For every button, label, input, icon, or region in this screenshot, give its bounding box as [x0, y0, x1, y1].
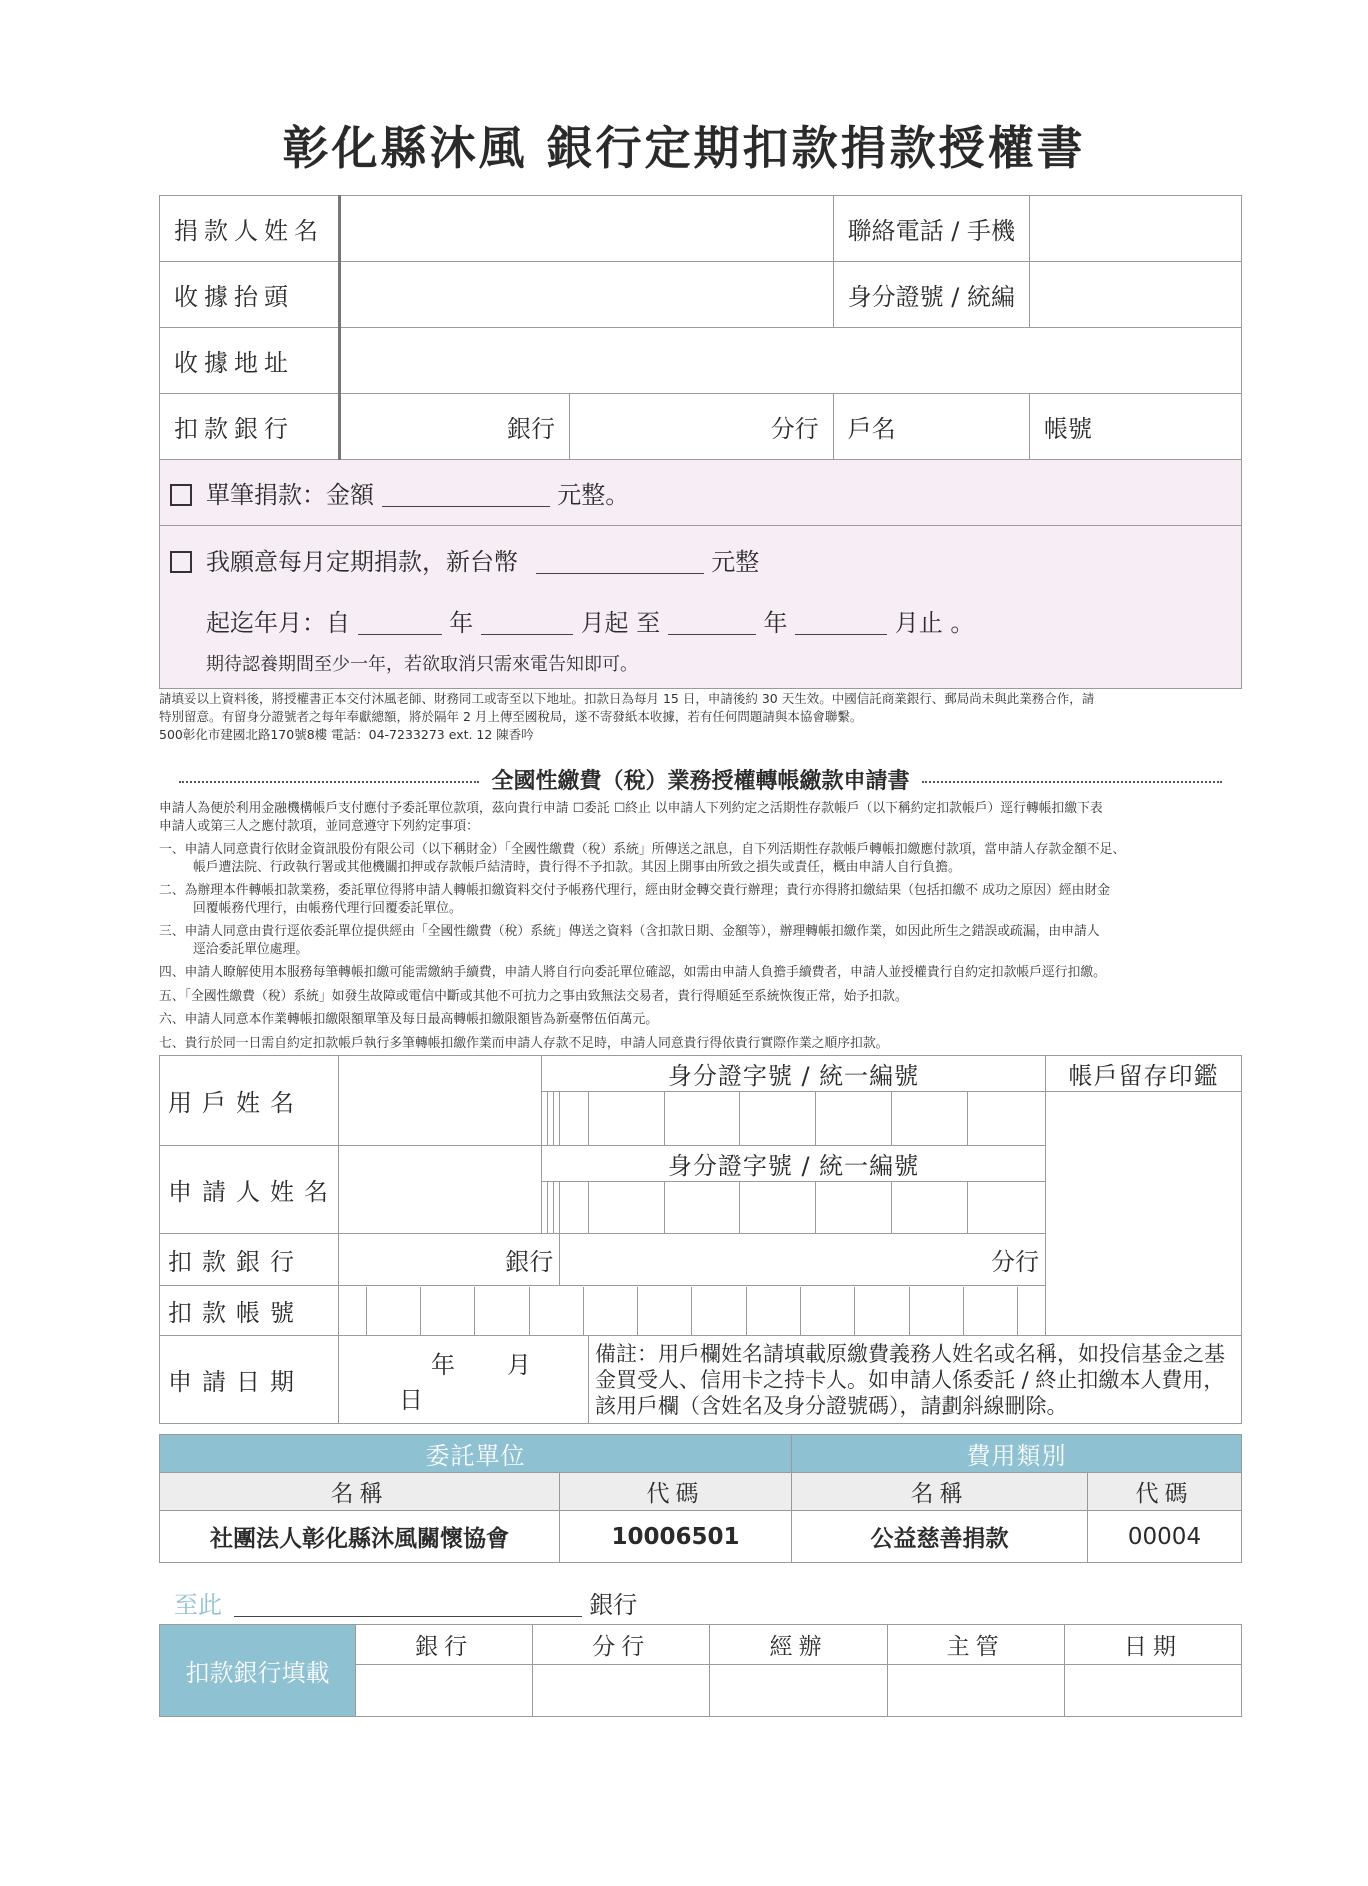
account-digit-cell[interactable] — [420, 1287, 474, 1335]
debit-bank-label-2: 扣款銀行 — [160, 1234, 339, 1286]
single-donation-checkbox[interactable] — [170, 484, 192, 506]
applicant-id-cell[interactable] — [967, 1182, 1045, 1234]
monthly-donation-label: 我願意每月定期捐款，新台幣 — [206, 548, 518, 576]
holder-id-header: 身分證字號 / 統一編號 — [542, 1056, 1046, 1092]
branch-cell[interactable] — [533, 1665, 710, 1717]
applicant-label: 申請人姓名 — [160, 1146, 339, 1234]
section-title-text: 全國性繳費（稅）業務授權轉帳繳款申請書 — [491, 769, 910, 794]
single-amount-field[interactable] — [382, 485, 550, 507]
term-1a: 一、申請人同意貴行依財金資訊股份有限公司（以下稱財金）「全國性繳費（稅）系統」所傳送之訊息，自下列活期性存款帳戶轉帳扣繳應付款項，當申請人存款金額不足、 — [159, 842, 1126, 857]
monthly-donation-block — [160, 526, 1242, 689]
account-digit-cell[interactable] — [529, 1287, 583, 1335]
holder-id-cell[interactable] — [816, 1092, 892, 1146]
col-supervisor: 主管 — [887, 1625, 1064, 1665]
phone-field[interactable] — [1030, 196, 1242, 262]
start-year-field[interactable] — [358, 613, 442, 635]
debit-account-cells — [339, 1286, 1046, 1336]
account-digit-cell[interactable] — [746, 1287, 800, 1335]
single-unit: 元整。 — [557, 481, 630, 509]
application-table — [159, 1055, 1242, 1424]
debit-bank-label: 扣款銀行 — [160, 394, 340, 460]
account-digit-cell[interactable] — [692, 1287, 746, 1335]
col-bank: 銀行 — [356, 1625, 533, 1665]
date-day-label: 日 — [399, 1385, 423, 1414]
account-digit-cell[interactable] — [583, 1287, 637, 1335]
receipt-title-field[interactable] — [340, 262, 834, 328]
date-month-label: 月 — [507, 1350, 531, 1379]
account-digit-cell[interactable] — [339, 1287, 366, 1335]
bank-fill-table — [159, 1624, 1242, 1717]
clerk-cell[interactable] — [710, 1665, 887, 1717]
receipt-address-field[interactable] — [340, 328, 1242, 394]
terms-text — [159, 800, 1249, 1058]
left-divider — [179, 781, 479, 783]
branch-label-2: 分行 — [991, 1248, 1039, 1276]
holder-id-cell[interactable] — [664, 1092, 740, 1146]
col-clerk: 經辦 — [710, 1625, 887, 1665]
bank-fill-label: 扣款銀行填載 — [160, 1625, 356, 1717]
branch-field-2[interactable] — [560, 1234, 1046, 1286]
term-3a: 三、申請人同意由貴行逕依委託單位提供經由「全國性繳費（稅）系統」傳送之資料（含扣款日期、金額等），辦理轉帳扣繳作業，如因此所生之錯誤或疏漏，由申請人 — [159, 924, 1100, 939]
fee-code: 00004 — [1088, 1511, 1242, 1563]
entrust-unit-table — [159, 1434, 1242, 1563]
holder-id-cell[interactable] — [560, 1092, 589, 1146]
account-digit-cell[interactable] — [475, 1287, 529, 1335]
applicant-id-cell[interactable] — [891, 1182, 967, 1234]
donor-name-field[interactable] — [340, 196, 834, 262]
account-no-label: 帳號 — [1044, 415, 1092, 443]
applicant-id-cell[interactable] — [588, 1182, 664, 1234]
term-5: 五、「全國性繳費（稅）系統」如發生故障或電信中斷或其他不可抗力之事由致無法交易者，貴行得順延至系統恢復正常，始予扣款。 — [159, 988, 908, 1004]
apply-date-label: 申請日期 — [160, 1336, 339, 1424]
to-label: 至此 — [174, 1591, 222, 1619]
period-note: 期待認養期間至少一年，若欲取消只需來電告知即可。 — [206, 654, 638, 675]
id-number-field[interactable] — [1030, 262, 1242, 328]
term-1b: 帳戶遭法院、行政執行署或其他機關扣押或存款帳戶結清時，貴行得不予扣款。其因上開事由所致之損失或責任，概由申請人自行負擔。 — [193, 859, 961, 875]
receipt-title-label: 收據抬頭 — [160, 262, 340, 328]
applicant-id-header: 身分證字號 / 統一編號 — [542, 1146, 1046, 1182]
year-label: 年 — [449, 609, 474, 637]
account-no-field[interactable] — [1030, 394, 1242, 460]
account-digit-cell[interactable] — [366, 1287, 420, 1335]
applicant-id-cell[interactable] — [560, 1182, 589, 1234]
month-from-label: 月起 至 — [580, 609, 661, 637]
monthly-unit: 元整 — [711, 548, 760, 576]
remark-text: 備註：用戶欄姓名請填載原繳費義務人姓名或名稱，如投信基金之基金買受人、信用卡之持卡人。如申請人係委託 / 終止扣繳本人費用，該用戶欄（含姓名及身分證號碼），請劃斜線刪除。 — [588, 1336, 1241, 1424]
single-donation-row — [160, 460, 1242, 526]
bank-cell[interactable] — [356, 1665, 533, 1717]
end-year-field[interactable] — [668, 613, 756, 635]
month-to-label: 月止 。 — [894, 609, 975, 637]
start-month-field[interactable] — [481, 613, 573, 635]
holder-id-cell[interactable] — [588, 1092, 664, 1146]
account-digit-cell[interactable] — [909, 1287, 963, 1335]
receipt-address-label: 收據地址 — [160, 328, 340, 394]
account-digit-cell[interactable] — [801, 1287, 855, 1335]
date-year-label: 年 — [431, 1350, 455, 1379]
unit-code-header: 代碼 — [560, 1473, 792, 1511]
fee-name: 公益慈善捐款 — [792, 1511, 1088, 1563]
section-title — [159, 764, 1242, 795]
applicant-id-cell[interactable] — [664, 1182, 740, 1234]
term-7: 七、貴行於同一日需自約定扣款帳戶執行多筆轉帳扣繳作業而申請人存款不足時，申請人同意貴行得依貴行實際作業之順序扣款。 — [159, 1035, 889, 1051]
fee-type-header: 費用類別 — [792, 1435, 1242, 1473]
holder-id-cell[interactable] — [740, 1092, 816, 1146]
term-2a: 二、為辦理本件轉帳扣款業務，委託單位得將申請人轉帳扣繳資料交付予帳務代理行，經由財金轉交貴行辦理；貴行亦得將扣繳結果（包括扣繳不 成功之原因）經由財金 — [159, 883, 1111, 898]
entrust-unit-header: 委託單位 — [160, 1435, 792, 1473]
right-divider — [922, 781, 1222, 783]
account-name-label: 戶名 — [847, 415, 896, 443]
account-name-field[interactable] — [833, 394, 1029, 460]
seal-header: 帳戶留存印鑑 — [1046, 1056, 1242, 1092]
term-2b: 回覆帳務代理行，由帳務代理行回覆委託單位。 — [193, 900, 462, 916]
account-holder-field[interactable] — [339, 1056, 542, 1146]
monthly-amount-field[interactable] — [536, 552, 704, 574]
unit-name-header: 名稱 — [160, 1473, 560, 1511]
end-month-field[interactable] — [795, 613, 887, 635]
note-line-2: 特別留意。有留身分證號者之每年奉獻總額，將於隔年 2 月上傳至國稅局，遂不寄發紙本收據，若有任何問題請與本協會聯繫。 — [159, 709, 863, 724]
fee-name-header: 名稱 — [792, 1473, 1088, 1511]
term-3b: 逕洽委託單位處理。 — [193, 941, 309, 957]
bank-label: 銀行 — [507, 415, 555, 443]
branch-label: 分行 — [770, 415, 819, 443]
year2-label: 年 — [763, 609, 788, 637]
org-code: 10006501 — [560, 1511, 792, 1563]
account-digit-cell[interactable] — [638, 1287, 692, 1335]
to-bank-suffix: 銀行 — [589, 1591, 638, 1619]
term-6: 六、申請人同意本作業轉帳扣繳限額單筆及每日最高轉帳扣繳限額皆為新臺幣伍佰萬元。 — [159, 1012, 659, 1027]
donor-name-label: 捐款人姓名 — [160, 196, 340, 262]
applicant-id-cell[interactable] — [816, 1182, 892, 1234]
holder-id-cell[interactable] — [967, 1092, 1045, 1146]
fee-code-header: 代碼 — [1088, 1473, 1242, 1511]
date-cell[interactable] — [1064, 1665, 1241, 1717]
period-label: 起迄年月：自 — [206, 609, 350, 637]
account-holder-label: 用戶姓名 — [160, 1056, 339, 1146]
bank-field-2[interactable] — [339, 1234, 560, 1286]
phone-label: 聯絡電話 / 手機 — [833, 196, 1029, 262]
bank-label-2: 銀行 — [505, 1248, 554, 1276]
holder-id-cell[interactable] — [891, 1092, 967, 1146]
branch-field[interactable] — [570, 394, 834, 460]
instruction-note — [159, 690, 1094, 744]
col-branch: 分行 — [533, 1625, 710, 1665]
applicant-id-cell[interactable] — [740, 1182, 816, 1234]
org-name: 社團法人彰化縣沐風關懷協會 — [160, 1511, 560, 1563]
to-bank-line — [174, 1585, 637, 1620]
id-number-label: 身分證號 / 統編 — [833, 262, 1029, 328]
note-address: 500彰化市建國北路170號8樓 電話：04-7233273 ext. 12 陳香吟 — [159, 727, 534, 742]
col-date: 日期 — [1064, 1625, 1241, 1665]
account-digit-cell[interactable] — [1018, 1287, 1045, 1335]
single-donation-label: 單筆捐款：金額 — [206, 481, 374, 509]
monthly-donation-checkbox[interactable] — [170, 551, 192, 573]
debit-account-label: 扣款帳號 — [160, 1286, 339, 1336]
account-digit-cell[interactable] — [963, 1287, 1017, 1335]
account-digit-cell[interactable] — [855, 1287, 909, 1335]
to-bank-field[interactable] — [234, 1595, 582, 1617]
apply-date-field[interactable] — [339, 1336, 589, 1424]
applicant-field[interactable] — [339, 1146, 542, 1234]
bank-field[interactable] — [340, 394, 570, 460]
page-title: 彰化縣沐風 銀行定期扣款捐款授權書 — [282, 121, 1086, 175]
seal-field[interactable] — [1046, 1092, 1242, 1336]
terms-intro-2: 申請人或第三人之應付款項，並同意遵守下列約定事項： — [159, 818, 479, 834]
term-4: 四、申請人瞭解使用本服務每筆轉帳扣繳可能需繳納手續費，申請人將自行向委託單位確認，如需由申請人負擔手續費者，申請人並授權貴行自約定扣款帳戶逕行扣繳。 — [159, 965, 1106, 980]
supervisor-cell[interactable] — [887, 1665, 1064, 1717]
donor-info-table — [159, 195, 1242, 689]
terms-intro-1: 申請人為便於利用金融機構帳戶支付應付予委託單位款項，茲向貴行申請 ☐委託 ☐終止 以申請人下列約定之活期性存款帳戶（以下稱約定扣款帳戶）逕行轉帳扣繳下表 — [159, 801, 1103, 816]
note-line-1: 請填妥以上資料後，將授權書正本交付沐風老師、財務同工或寄至以下地址。扣款日為每月 15 日，申請後約 30 天生效。中國信託商業銀行、郵局尚未與此業務合作，請 — [159, 691, 1095, 706]
